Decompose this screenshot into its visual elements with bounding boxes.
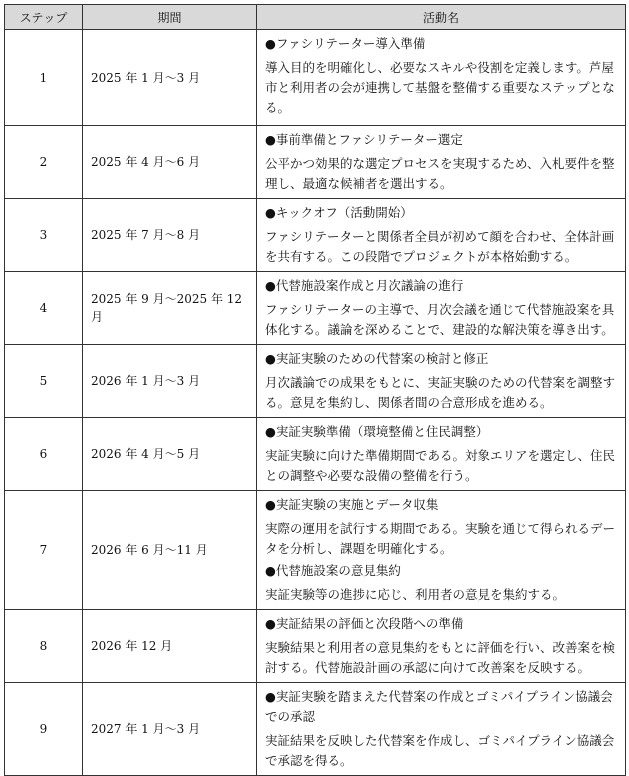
- activity-description: 導入目的を明確化し、必要なスキルや役割を定義します。芦屋市と利用者の会が連携して基盤を整備する重要なステップとなる。: [265, 60, 615, 115]
- activity-title: ●キックオフ（活動開始）: [265, 205, 413, 220]
- period-cell: 2025 年 7 月～8 月: [83, 199, 257, 272]
- activity-description: 公平かつ効果的な選定プロセスを実現するため、入札要件を整理し、最適な候補者を選出する。: [265, 156, 615, 191]
- activity-description: 実証実験等の進捗に応じ、利用者の意見を集約する。: [265, 587, 566, 602]
- step-number: 2: [5, 126, 83, 199]
- table-row: [5, 418, 626, 491]
- activity-cell: [257, 610, 626, 683]
- period-cell: 2026 年 4 月～5 月: [83, 418, 257, 491]
- table-row: [5, 345, 626, 418]
- table-row: [5, 272, 626, 345]
- step-number: 7: [5, 491, 83, 610]
- activity-title: ●実証実験のための代替案の検討と修正: [265, 351, 489, 366]
- activity-cell: [257, 683, 626, 776]
- activity-cell: [257, 418, 626, 491]
- activity-description: ファシリテーターの主導で、月次会議を通じて代替施設案を具体化する。議論を深めることで、建設的な解決策を導き出す。: [265, 302, 615, 337]
- table-row: [5, 126, 626, 199]
- schedule-table: [4, 4, 626, 776]
- activity-description: ファシリテーターと関係者全員が初めて顔を合わせ、全体計画を共有する。この段階でプロジェクトが本格始動する。: [265, 229, 615, 264]
- activity-title: ●実証実験の実施とデータ収集: [265, 497, 439, 512]
- table-row: [5, 491, 626, 610]
- step-number: 1: [5, 30, 83, 126]
- activity-description: 実験結果と利用者の意見集約をもとに評価を行い、改善案を検討する。代替施設計画の承認に向けて改善案を反映する。: [265, 640, 616, 675]
- header-row: [5, 5, 626, 30]
- period-cell: 2025 年 4 月～6 月: [83, 126, 257, 199]
- activity-title: ●ファシリテーター導入準備: [265, 36, 426, 51]
- header-activity: 活動名: [257, 5, 626, 30]
- step-number: 9: [5, 683, 83, 776]
- table-row: [5, 683, 626, 776]
- activity-cell: [257, 30, 626, 126]
- activity-cell: [257, 126, 626, 199]
- activity-title: ●実証結果の評価と次段階への準備: [265, 616, 464, 631]
- period-cell: 2025 年 1 月～3 月: [83, 30, 257, 126]
- table-row: [5, 199, 626, 272]
- step-number: 6: [5, 418, 83, 491]
- activity-title: ●事前準備とファシリテーター選定: [265, 132, 463, 147]
- step-number: 4: [5, 272, 83, 345]
- schedule-table-wrapper: [4, 4, 626, 776]
- period-cell: 2025 年 9 月～2025 年 12 月: [83, 272, 257, 345]
- activity-title: ●実証実験準備（環境整備と住民調整）: [265, 424, 489, 439]
- header-period: 期間: [83, 5, 257, 30]
- activity-cell: [257, 199, 626, 272]
- header-step: ステップ: [5, 5, 83, 30]
- activity-cell: [257, 345, 626, 418]
- activity-description: 実際の運用を試行する期間である。実験を通じて得られるデータを分析し、課題を明確化する。: [265, 521, 616, 556]
- table-row: [5, 610, 626, 683]
- period-cell: 2026 年 6 月～11 月: [83, 491, 257, 610]
- step-number: 5: [5, 345, 83, 418]
- period-cell: 2026 年 1 月～3 月: [83, 345, 257, 418]
- activity-description: 実証結果を反映した代替案を作成し、ゴミパイプライン協議会で承認を得る。: [265, 733, 615, 768]
- activity-cell: [257, 272, 626, 345]
- step-number: 8: [5, 610, 83, 683]
- activity-description: 実証実験に向けた準備期間である。対象エリアを選定し、住民との調整や必要な設備の整備を行う。: [265, 448, 616, 483]
- table-row: [5, 30, 626, 126]
- activity-description: 月次議論での成果をもとに、実証実験のための代替案を調整する。意見を集約し、関係者間の合意形成を進める。: [265, 375, 616, 410]
- activity-title: ●代替施設案作成と月次議論の進行: [265, 278, 464, 293]
- period-cell: 2026 年 12 月: [83, 610, 257, 683]
- activity-title: ●実証実験を踏まえた代替案の作成とゴミパイプライン協議会での承認: [265, 689, 613, 724]
- period-cell: 2027 年 1 月～3 月: [83, 683, 257, 776]
- activity-cell: [257, 491, 626, 610]
- step-number: 3: [5, 199, 83, 272]
- activity-title: ●代替施設案の意見集約: [265, 563, 401, 578]
